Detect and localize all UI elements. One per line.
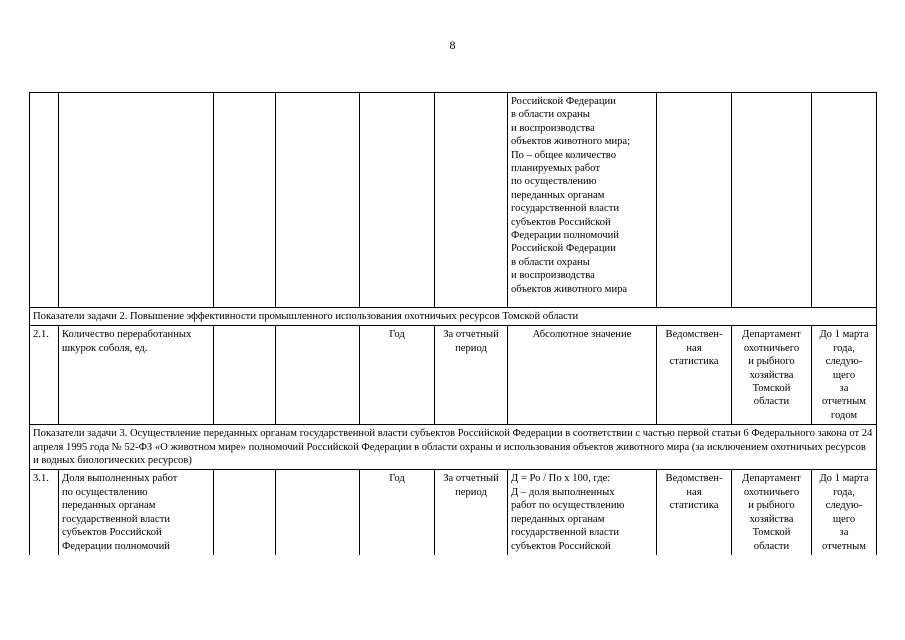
cell-method: Д = Ро / По х 100, где: Д – доля выполненных работ по осуществлению переданных органам государственной власти субъектов Российской [508, 470, 657, 555]
section-2-title: Показатели задачи 2. Повышение эффективности промышленного использования охотничьих ресурсов Томской области [30, 308, 877, 326]
table-row-continued [30, 93, 877, 308]
cell-period: За отчетный период [435, 326, 508, 425]
cell-method: Российской Федерации в области охраны и воспроизводства объектов животного мира; По – общее количество планируемых работ по осуществлению переданных органам государственной власти субъектов Российской Федерации полномочий Российской Федерации в области охраны и воспроизводства объектов животного мира [508, 93, 657, 308]
cell-source: Ведомствен- ная статистика [657, 470, 732, 555]
cell-deadline [812, 93, 877, 308]
cell-empty [276, 470, 360, 555]
cell-responsible [732, 93, 812, 308]
cell-period-type [360, 93, 435, 308]
cell-deadline: До 1 марта года, следую- щего за отчетным годом [812, 326, 877, 425]
table-row [30, 326, 877, 425]
cell-num: 2.1. [30, 326, 59, 425]
section-header [30, 308, 877, 326]
cell-method: Абсолютное значение [508, 326, 657, 425]
cell-deadline: До 1 марта года, следую- щего за отчетным [812, 470, 877, 555]
cell-responsible: Департамент охотничьего и рыбного хозяйства Томской области [732, 326, 812, 425]
cell-num: 3.1. [30, 470, 59, 555]
cell-unit [214, 326, 276, 425]
section-header [30, 425, 877, 470]
cell-name: Доля выполненных работ по осуществлению переданных органам государственной власти субъектов Российской Федерации полномочий [59, 470, 214, 555]
cell-unit [214, 470, 276, 555]
cell-num [30, 93, 59, 308]
cell-period [435, 93, 508, 308]
cell-source: Ведомствен- ная статистика [657, 326, 732, 425]
indicators-table [29, 92, 877, 555]
cell-name: Количество переработанных шкурок соболя, ед. [59, 326, 214, 425]
page-number: 8 [449, 38, 456, 52]
cell-period: За отчетный период [435, 470, 508, 555]
cell-period-type: Год [360, 470, 435, 555]
table-row [30, 470, 877, 555]
cell-empty [276, 326, 360, 425]
cell-empty [276, 93, 360, 308]
cell-name [59, 93, 214, 308]
cell-responsible: Департамент охотничьего и рыбного хозяйства Томской области [732, 470, 812, 555]
cell-source [657, 93, 732, 308]
section-3-title: Показатели задачи 3. Осуществление переданных органам государственной власти субъектов Российской Федерации в соответствии с частью первой статьи 6 Федерального закона от 24 апреля 1995 года № 52-ФЗ «О животном мире» полномочий Российской Федерации в области охраны и использования объектов животного мира (за исключением охотничьих ресурсов и водных биологических ресурсов) [30, 425, 877, 470]
cell-unit [214, 93, 276, 308]
cell-period-type: Год [360, 326, 435, 425]
